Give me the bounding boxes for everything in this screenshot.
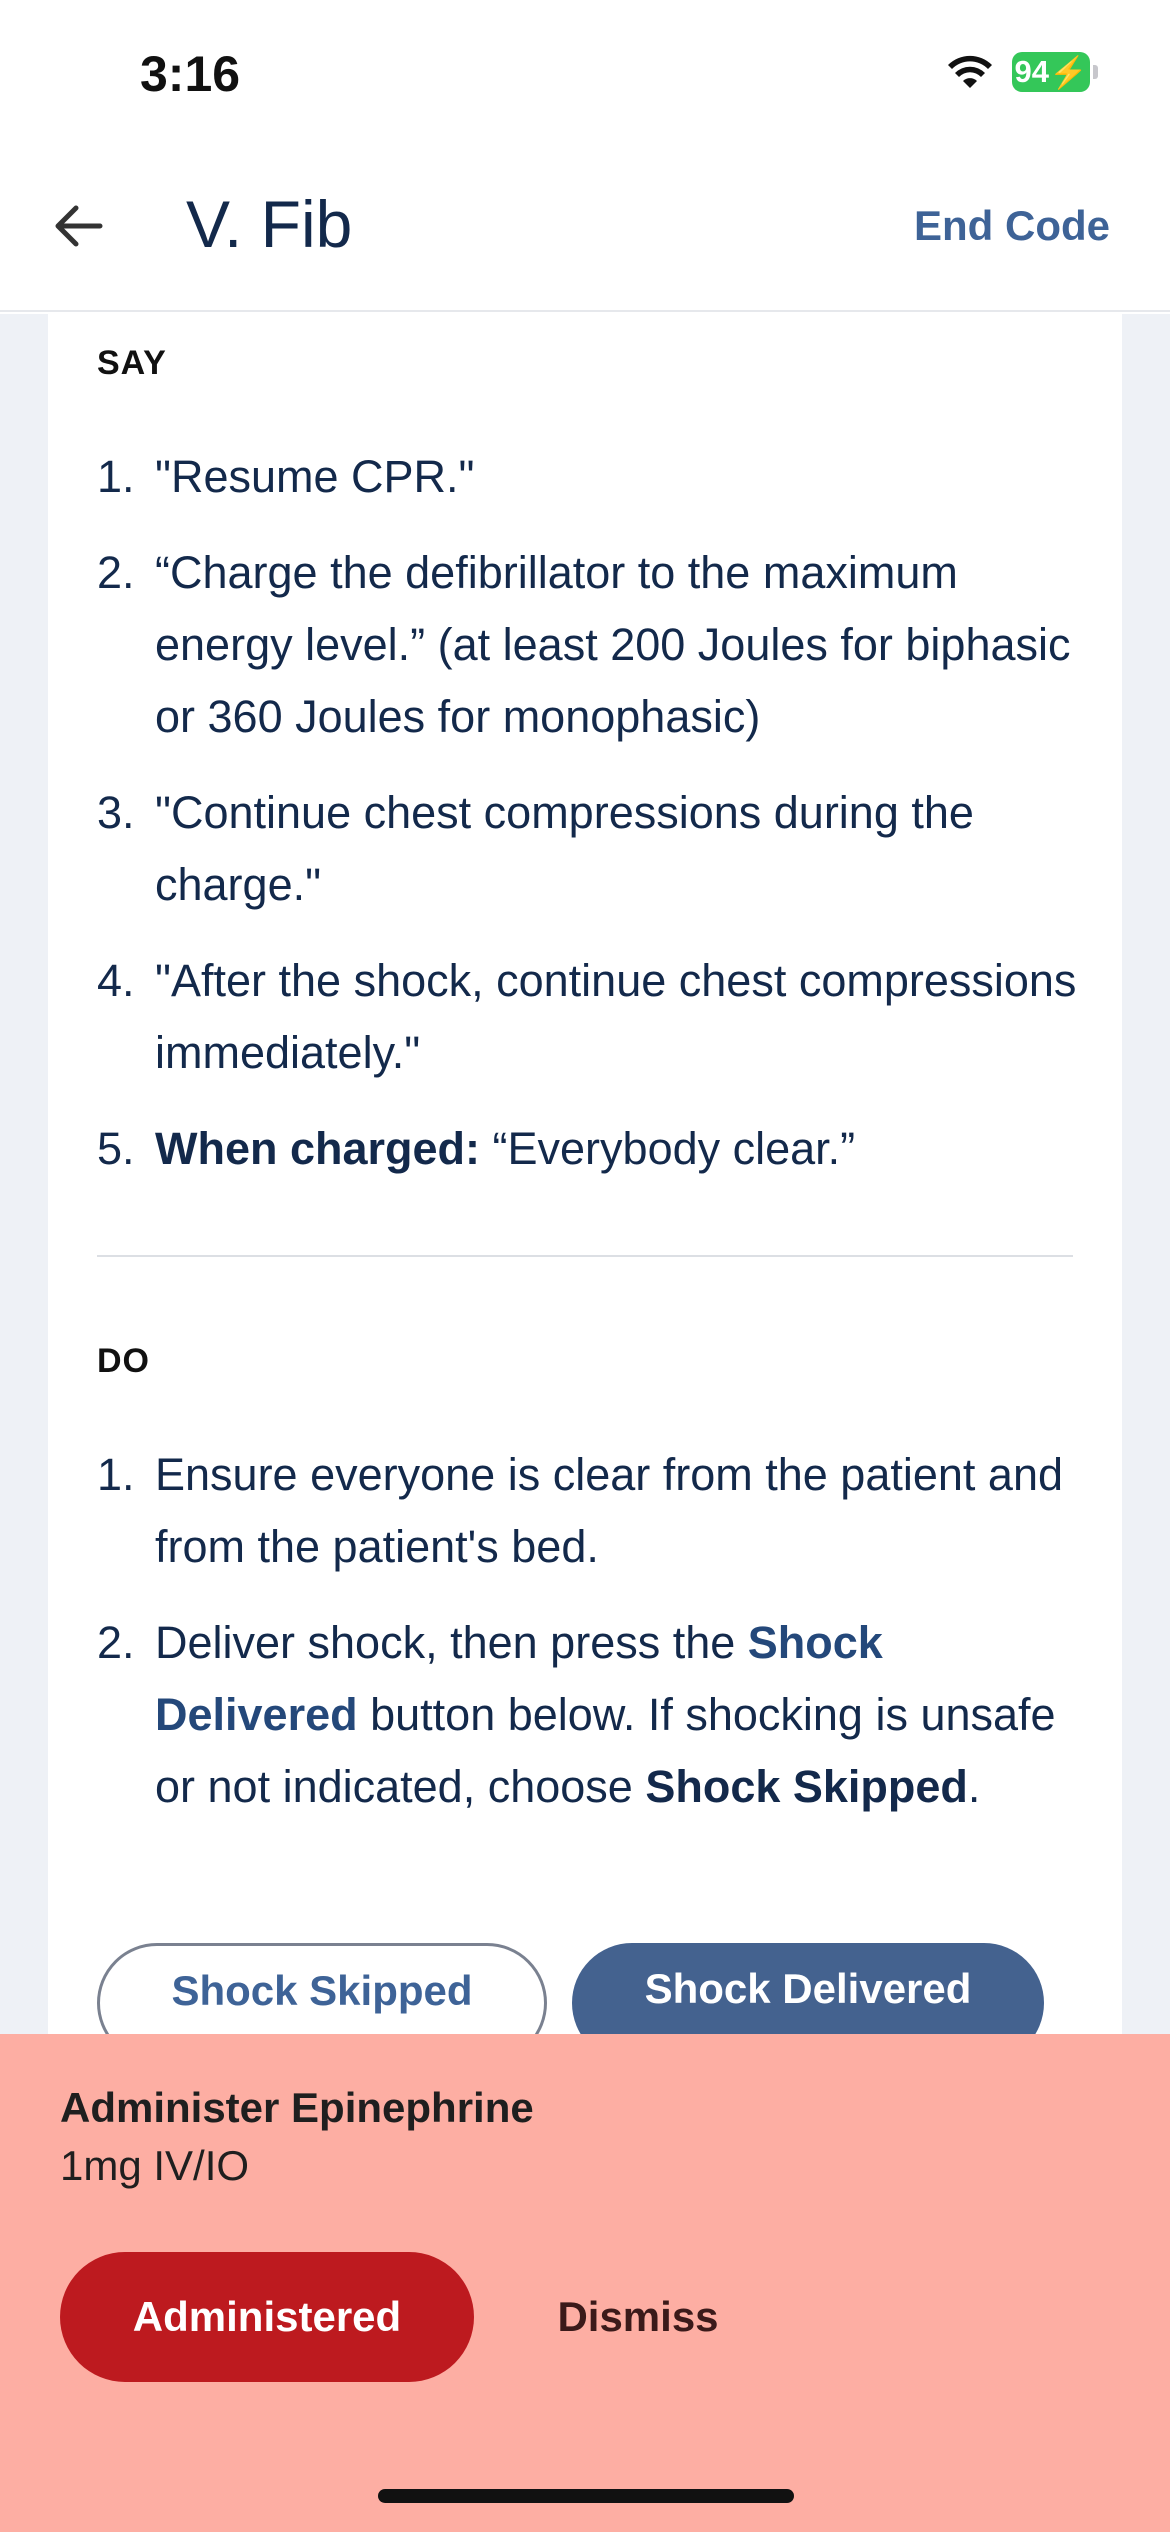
list-number: 2. <box>97 547 135 598</box>
status-time: 3:16 <box>140 46 241 102</box>
nav-header <box>0 150 1170 312</box>
alert-subtitle: 1mg IV/IO <box>60 2142 250 2189</box>
list-text: "Resume CPR." <box>155 451 475 502</box>
list-number: 5. <box>97 1123 135 1174</box>
battery-cap <box>1093 65 1098 79</box>
list-text: button below. If shocking is unsafe or not indicated, choose <box>155 1689 1056 1812</box>
shock-skipped-reference: Shock Skipped <box>645 1761 968 1812</box>
list-number: 2. <box>97 1617 135 1668</box>
do-section-label: DO <box>97 1342 150 1380</box>
list-text: "After the shock, continue chest compressions immediately." <box>155 955 1077 1078</box>
section-divider <box>97 1255 1073 1257</box>
list-text: . <box>967 1761 981 1812</box>
say-list <box>97 441 1087 1209</box>
list-text: “Charge the defibrillator to the maximum energy level.” (at least 200 Joules for biphasic or 360 Joules for monophasic) <box>155 547 1071 742</box>
list-item <box>97 777 1087 921</box>
list-item <box>97 1439 1087 1583</box>
home-indicator[interactable] <box>378 2489 794 2503</box>
administered-button[interactable]: Administered <box>60 2252 474 2382</box>
list-item <box>97 945 1087 1089</box>
battery-icon <box>1012 52 1090 92</box>
content-scroll[interactable] <box>0 314 1170 2034</box>
epinephrine-alert <box>0 2034 1170 2532</box>
list-text: "Continue chest compressions during the charge." <box>155 787 974 910</box>
list-item <box>97 537 1087 753</box>
arrow-left-icon[interactable] <box>50 198 106 254</box>
status-bar <box>0 0 1170 150</box>
say-section-label: SAY <box>97 344 167 382</box>
list-item <box>97 441 1087 513</box>
list-item <box>97 1607 1087 1823</box>
list-number: 3. <box>97 787 135 838</box>
dismiss-button[interactable]: Dismiss <box>557 2293 719 2340</box>
do-list <box>97 1439 1087 1847</box>
list-number: 1. <box>97 451 135 502</box>
shock-skipped-button[interactable]: Shock Skipped <box>97 1943 547 2034</box>
page-title: V. Fib <box>186 187 353 261</box>
list-text: Deliver shock, then press the <box>155 1617 748 1668</box>
list-item <box>97 1113 1087 1185</box>
instruction-card <box>48 314 1122 2034</box>
shock-delivered-button[interactable]: Shock Delivered <box>572 1943 1044 2034</box>
status-icons <box>946 52 1090 92</box>
list-number: 1. <box>97 1449 135 1500</box>
list-text: “Everybody clear.” <box>480 1123 856 1174</box>
end-code-button[interactable]: End Code <box>914 202 1110 249</box>
list-bold-text: When charged: <box>155 1123 481 1174</box>
shock-delivered-reference: Shock Delivered <box>155 1617 883 1740</box>
battery-level: 94 <box>1014 54 1049 89</box>
charging-icon: ⚡ <box>1048 54 1088 90</box>
alert-title: Administer Epinephrine <box>60 2084 534 2131</box>
list-text: Ensure everyone is clear from the patient and from the patient's bed. <box>155 1449 1063 1572</box>
list-number: 4. <box>97 955 135 1006</box>
wifi-icon <box>946 54 994 90</box>
